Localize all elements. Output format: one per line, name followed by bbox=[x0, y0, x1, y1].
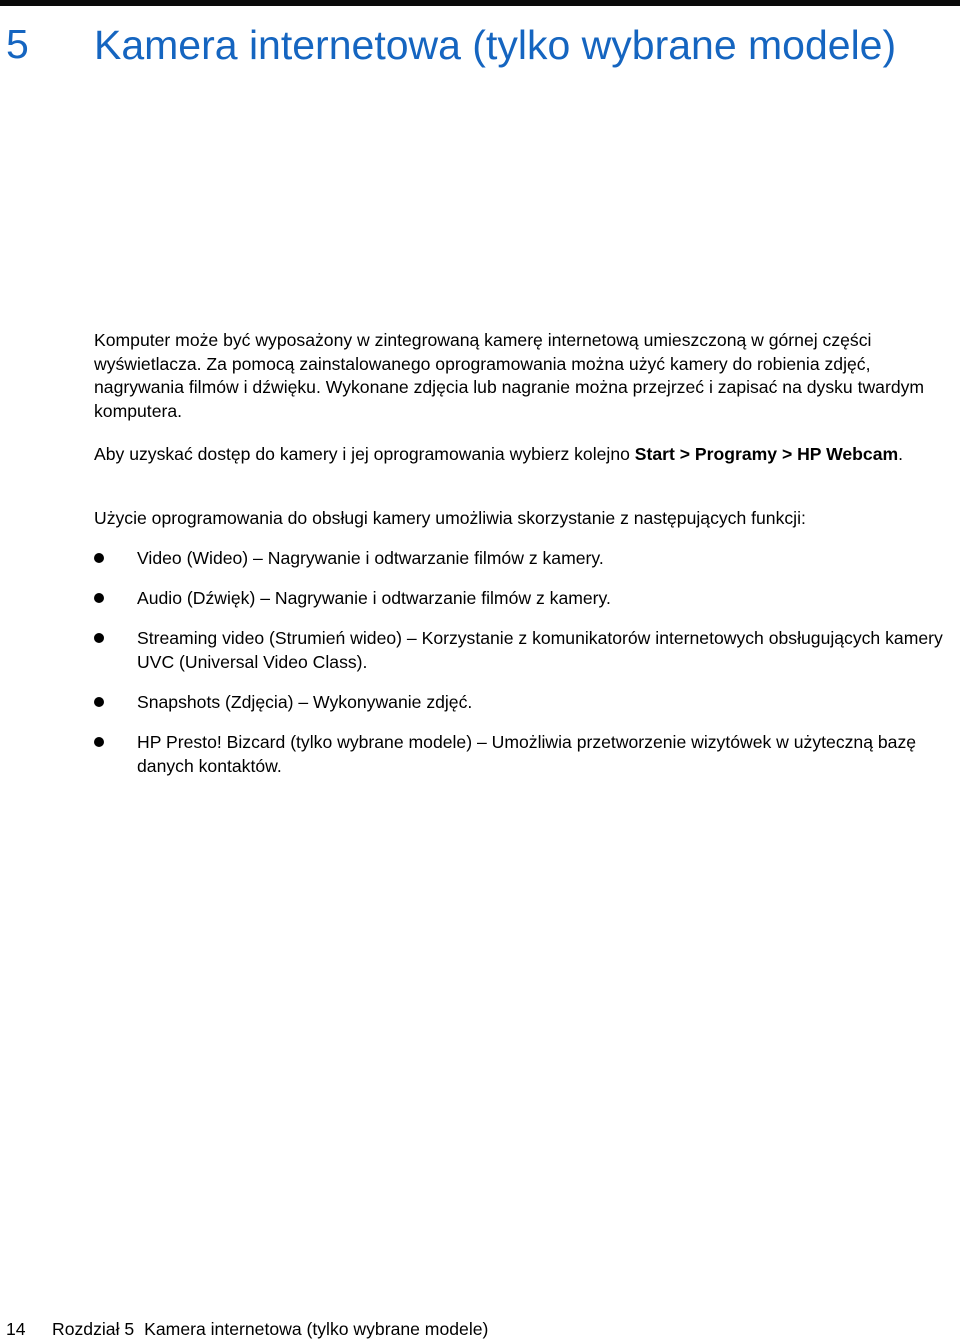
feature-term: HP Presto! Bizcard (tylko wybrane modele) bbox=[137, 732, 473, 752]
feature-dash: – bbox=[406, 628, 417, 648]
feature-term: Streaming video (Strumień wideo) bbox=[137, 628, 402, 648]
feature-desc: Umożliwia przetworzenie wizytówek w użyteczną bazę danych kontaktów. bbox=[137, 732, 917, 776]
feature-term: Video (Wideo) bbox=[137, 548, 249, 568]
intro-paragraph: Komputer może być wyposażony w zintegrowaną kamerę internetową umieszczoną w górnej części wyświetlacza. Za pomocą zainstalowanego oprogramowania można użyć kamery do robienia zdjęć, nagrywania filmów i dźwięku. Wykonane zdjęcia lub nagranie można przejrzeć i zapisać na dysku twardym komputera. bbox=[94, 330, 925, 421]
feature-dash: – bbox=[253, 548, 263, 568]
top-rule bbox=[0, 0, 960, 6]
page-number: 14 bbox=[6, 1319, 26, 1339]
features-intro: Użycie oprogramowania do obsługi kamery umożliwia skorzystanie z następujących funkcji: bbox=[94, 508, 806, 528]
footer-chapter: Rozdział 5 bbox=[52, 1319, 135, 1339]
feature-dash: – bbox=[298, 692, 309, 712]
bullet-icon bbox=[94, 553, 104, 563]
access-path: Start > Programy > HP Webcam bbox=[634, 444, 899, 464]
access-prefix: Aby uzyskać dostęp do kamery i jej oprogramowania wybierz kolejno bbox=[94, 444, 635, 464]
access-paragraph bbox=[94, 443, 954, 467]
feature-desc: Korzystanie z komunikatorów internetowych obsługujących kamery UVC (Universal Video Class). bbox=[137, 628, 943, 672]
footer-chapter-title: Kamera internetowa (tylko wybrane modele) bbox=[144, 1319, 489, 1339]
bullet-icon bbox=[94, 697, 104, 707]
feature-dash: – bbox=[260, 588, 270, 608]
bullet-icon bbox=[94, 737, 104, 747]
feature-term: Snapshots (Zdjęcia) bbox=[137, 692, 294, 712]
access-suffix: . bbox=[898, 444, 904, 464]
feature-term: Audio (Dźwięk) bbox=[137, 588, 256, 608]
bullet-icon bbox=[94, 633, 104, 643]
feature-desc: Wykonywanie zdjęć. bbox=[313, 692, 473, 712]
feature-dash: – bbox=[476, 732, 487, 752]
feature-desc: Nagrywanie i odtwarzanie filmów z kamery. bbox=[274, 588, 611, 608]
chapter-number: 5 bbox=[6, 21, 29, 67]
feature-desc: Nagrywanie i odtwarzanie filmów z kamery. bbox=[267, 548, 604, 568]
running-footer bbox=[52, 1318, 488, 1341]
bullet-icon bbox=[94, 593, 104, 603]
chapter-title: Kamera internetowa (tylko wybrane modele) bbox=[94, 22, 897, 68]
